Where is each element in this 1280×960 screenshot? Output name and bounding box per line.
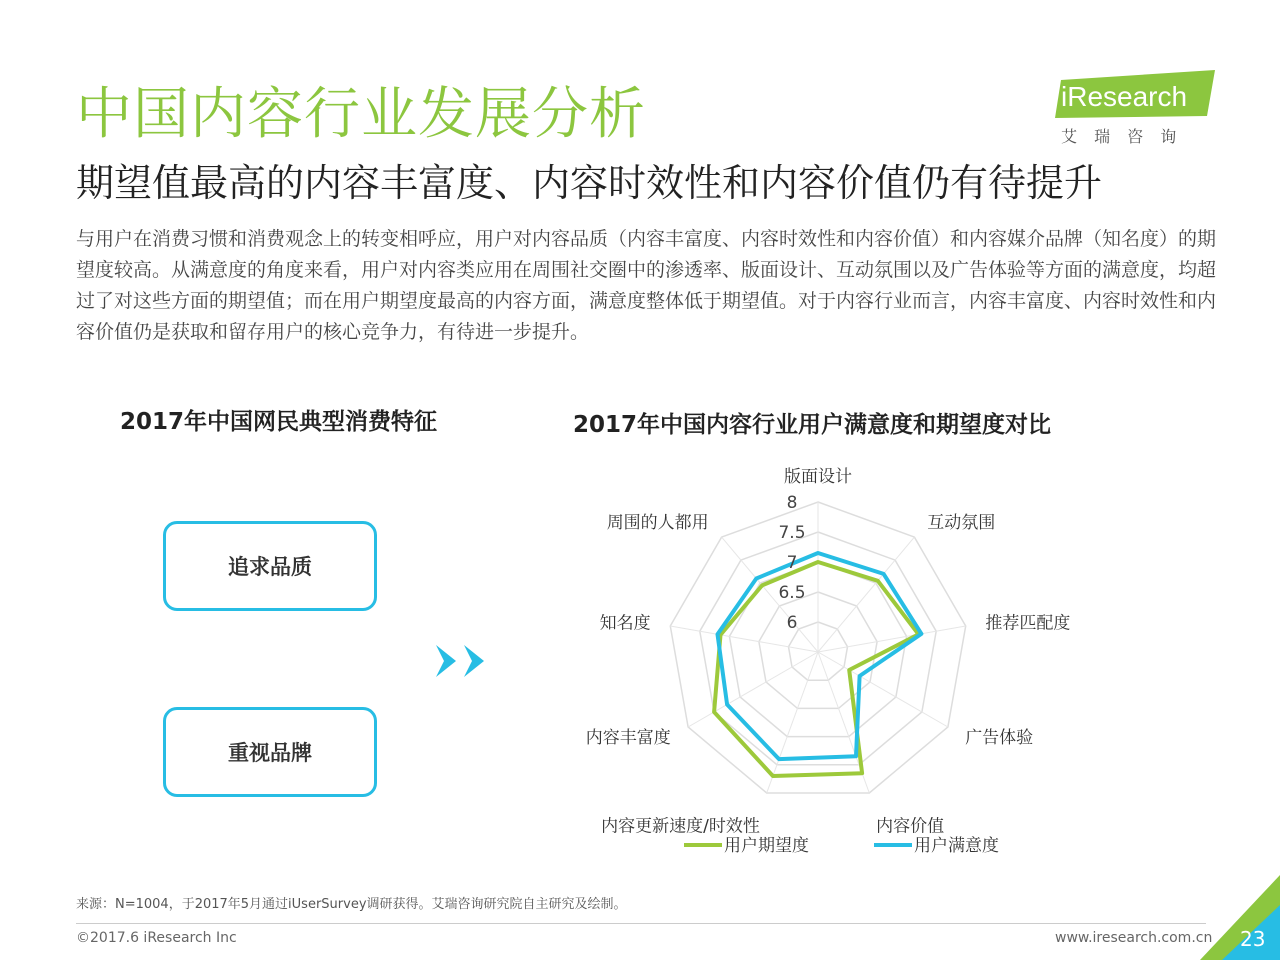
radar-ring-label: 6 xyxy=(786,613,798,633)
radar-chart xyxy=(580,460,1080,870)
radar-ring-label: 8 xyxy=(786,493,798,513)
radar-spoke xyxy=(688,652,818,727)
left-chart-title: 2017年中国网民典型消费特征 xyxy=(120,409,438,435)
feature-box-brand: 重视品牌 xyxy=(163,707,377,797)
radar-spoke xyxy=(818,537,914,652)
radar-axis-label: 内容价值 xyxy=(876,816,945,837)
legend-label: 用户期望度 xyxy=(724,836,809,856)
radar-axis-label: 推荐匹配度 xyxy=(985,613,1071,634)
radar-axis-label: 内容丰富度 xyxy=(585,728,671,748)
radar-ring-label: 6.5 xyxy=(778,583,806,603)
radar-axis-label: 广告体验 xyxy=(965,728,1034,748)
page-title: 中国内容行业发展分析 xyxy=(76,82,646,147)
radar-labels-group xyxy=(586,467,1071,837)
radar-chart-title: 2017年中国内容行业用户满意度和期望度对比 xyxy=(573,412,1052,438)
page-number: 23 xyxy=(1240,927,1266,951)
radar-ring-label: 7.5 xyxy=(778,523,806,543)
page-subtitle: 期望值最高的内容丰富度、内容时效性和内容价值仍有待提升 xyxy=(76,161,1103,205)
summary-paragraph: 与用户在消费习惯和消费观念上的转变相呼应，用户对内容品质（内容丰富度、内容时效性和内容价值）和内容媒介品牌（知名度）的期望度较高。从满意度的角度来看，用户对内容类应用在周围社交圈中的渗透率、版面设计、互动氛围以及广告体验等方面的满意度，均超过了对这些方面的期望值；而在用户期望度最高的内容方面，满意度整体低于期望值。对于内容行业而言，内容丰富度、内容时效性和内容价值仍是获取和留存用户的核心竞争力，有待进一步提升。 xyxy=(76,228,1217,343)
source-note: 来源：N=1004，于2017年5月通过iUserSurvey调研获得。艾瑞咨询研究院自主研究及绘制。 xyxy=(76,897,627,912)
radar-grid xyxy=(670,502,965,793)
chevron-right-icon xyxy=(464,645,484,677)
iresearch-logo xyxy=(1055,70,1225,150)
radar-axis-label: 互动氛围 xyxy=(927,512,996,533)
website-link[interactable]: www.iresearch.com.cn xyxy=(1055,930,1213,946)
feature-box-quality: 追求品质 xyxy=(163,521,377,611)
radar-legend xyxy=(684,836,999,856)
double-chevron-arrow-icon xyxy=(434,643,490,679)
radar-spoke xyxy=(818,652,948,727)
copyright-text: ©2017.6 iResearch Inc xyxy=(76,930,237,946)
footer-divider xyxy=(76,923,1206,924)
legend-label: 用户满意度 xyxy=(914,836,999,856)
radar-ring-label: 7 xyxy=(786,553,798,573)
chevron-right-icon xyxy=(436,645,456,677)
logo-brand-text: iResearch xyxy=(1061,81,1188,112)
radar-axis-label: 内容更新速度/时效性 xyxy=(601,816,760,837)
logo-chinese-text: 艾 瑞 咨 询 xyxy=(1061,127,1183,146)
radar-spoke xyxy=(767,652,818,793)
radar-axis-label: 版面设计 xyxy=(784,467,852,487)
radar-axis-label: 知名度 xyxy=(599,613,651,634)
radar-axis-label: 周围的人都用 xyxy=(606,512,709,533)
